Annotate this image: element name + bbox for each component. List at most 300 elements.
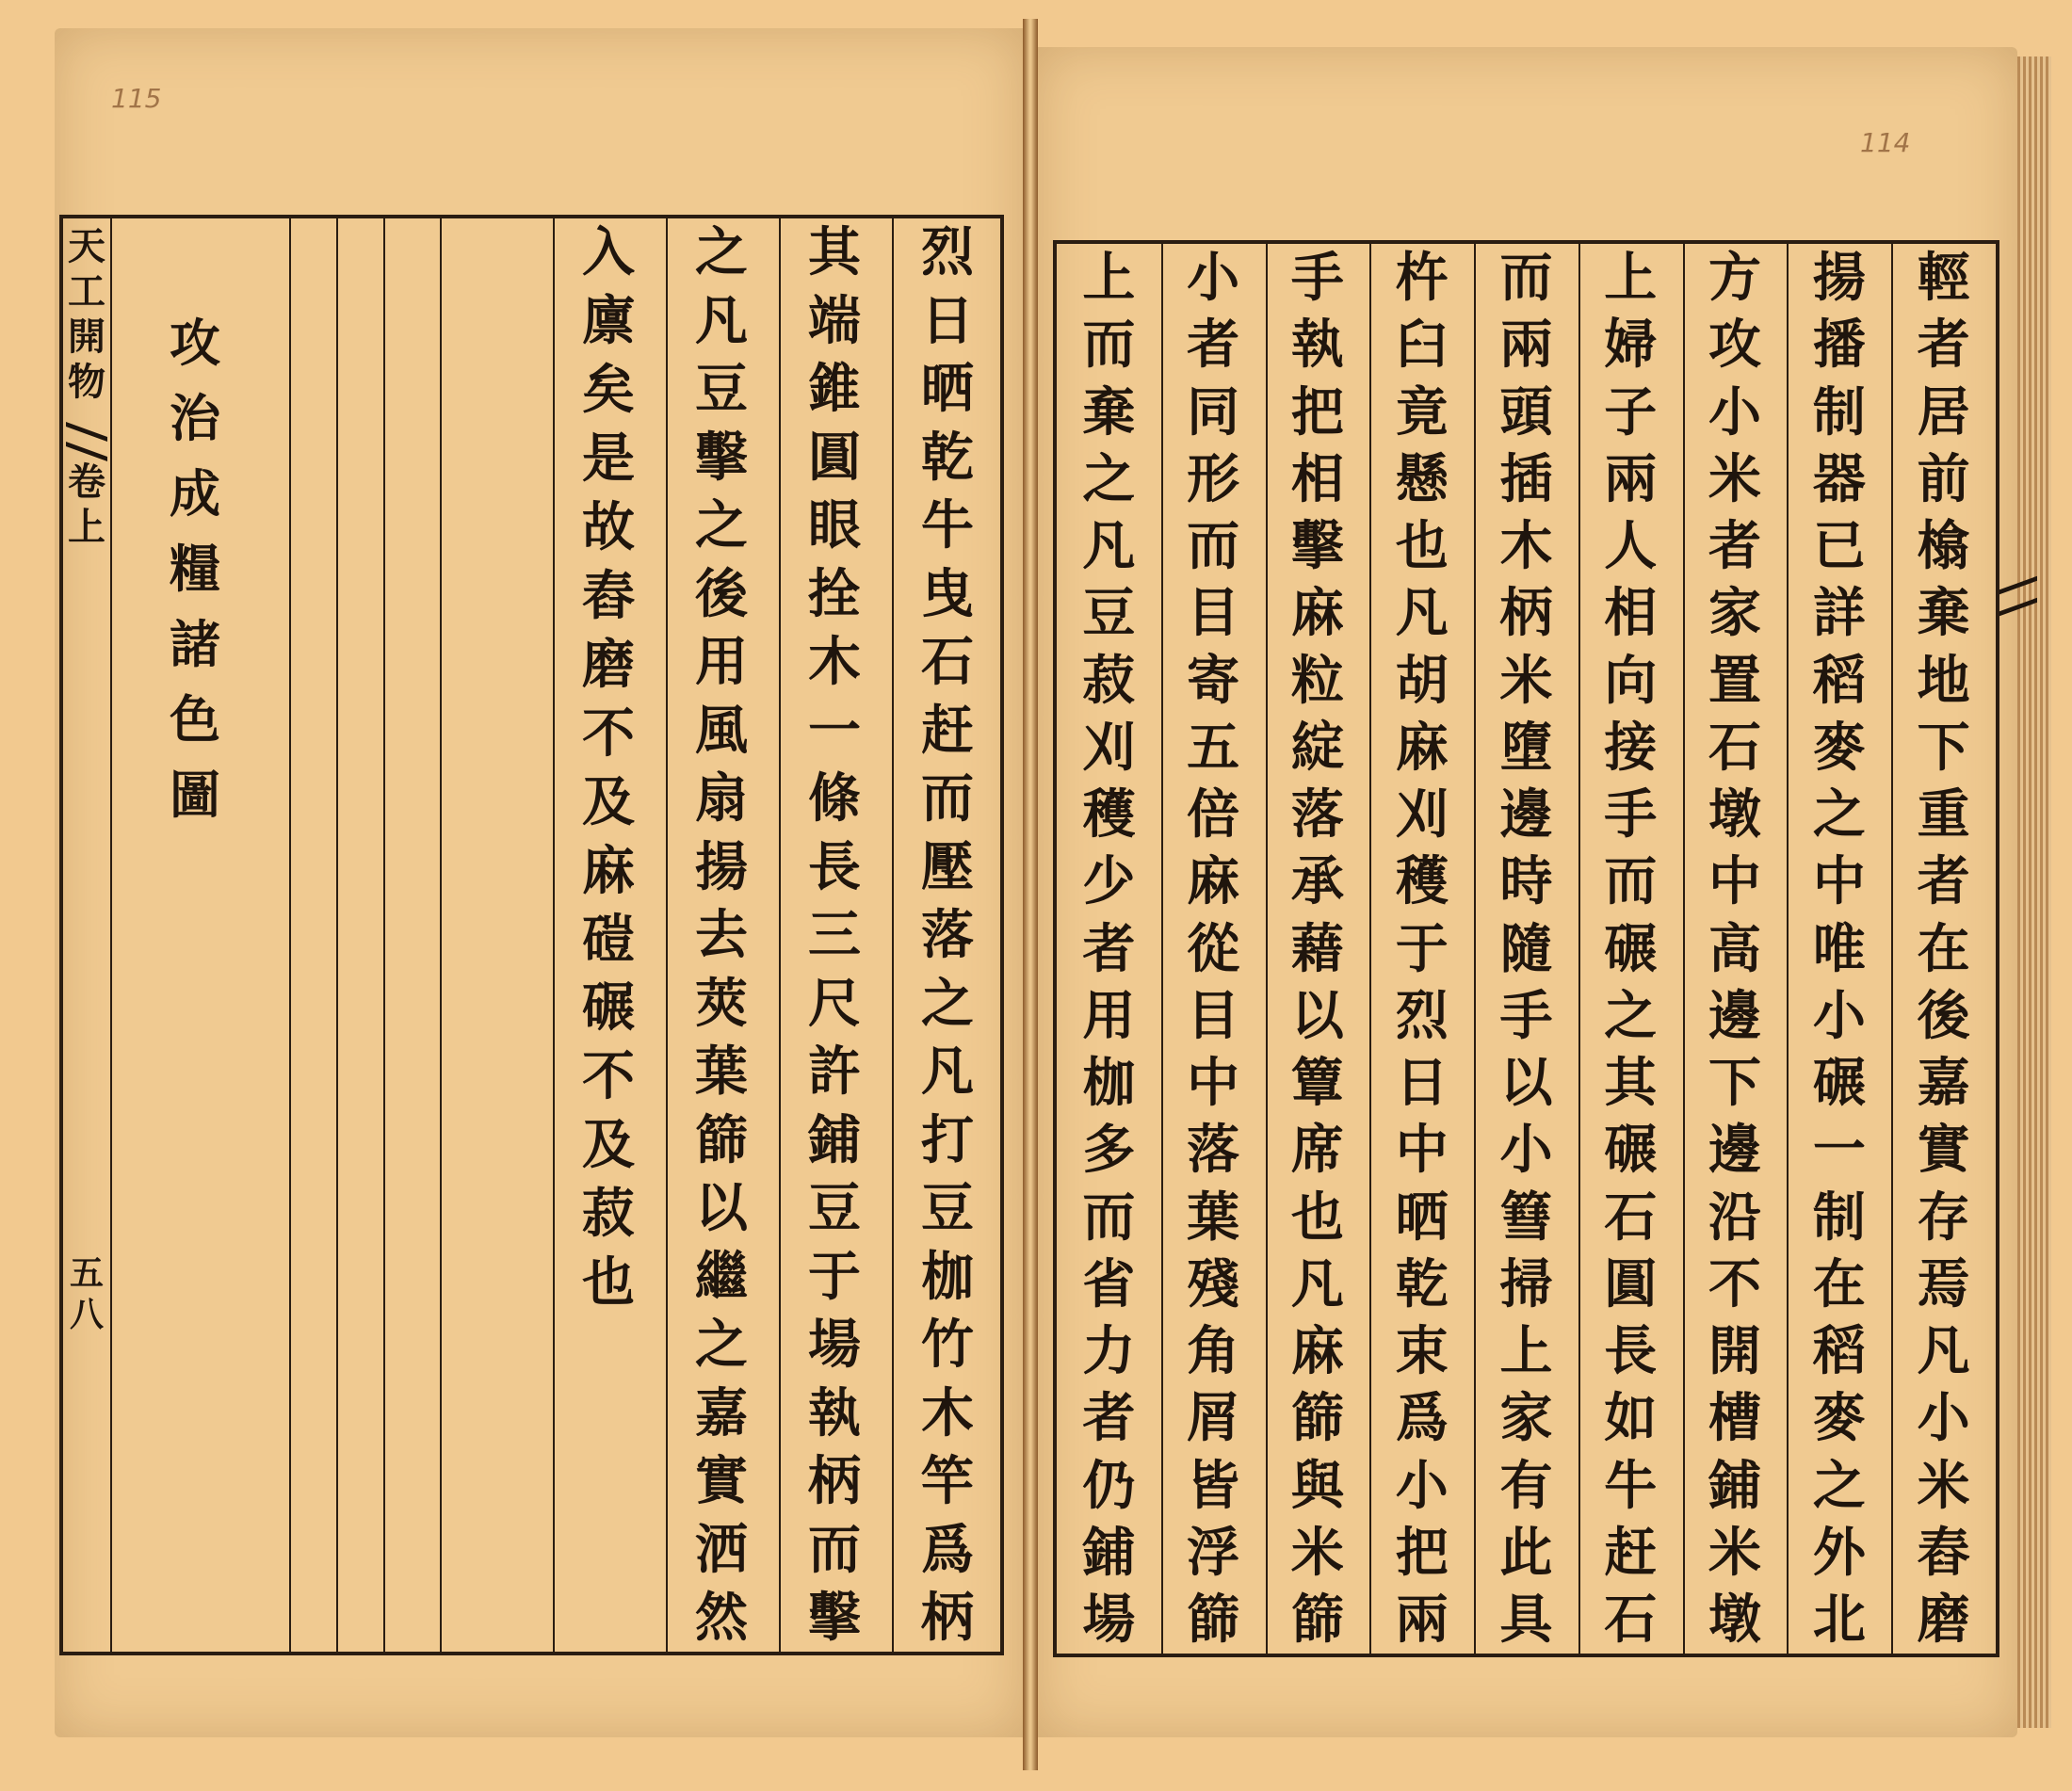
glyph: 以	[1499, 1052, 1553, 1114]
glyph: 日	[921, 289, 974, 352]
glyph: 邊	[1708, 1119, 1762, 1182]
glyph: 承	[1290, 850, 1344, 913]
glyph: 高	[1708, 917, 1762, 980]
glyph: 浮	[1187, 1521, 1240, 1584]
glyph: 而	[1082, 1186, 1136, 1249]
glyph: 凡	[1082, 515, 1136, 577]
glyph: 家	[1499, 1387, 1553, 1450]
glyph: 之	[695, 1314, 748, 1376]
glyph: 牛	[1604, 1454, 1658, 1517]
glyph: 㯓	[1917, 515, 1970, 577]
glyph: 外	[1812, 1521, 1866, 1584]
glyph: 用	[1082, 984, 1136, 1047]
glyph: 目	[1187, 984, 1240, 1047]
glyph: 矣	[582, 358, 635, 421]
book-gutter	[1023, 19, 1038, 1770]
glyph: 舂	[1917, 1521, 1970, 1584]
glyph: 其	[1604, 1052, 1658, 1114]
glyph: 鋪	[808, 1108, 861, 1171]
glyph: 落	[921, 904, 974, 966]
glyph: 及	[582, 770, 635, 833]
glyph: 卷	[68, 460, 105, 504]
glyph: 前	[1917, 447, 1970, 510]
book-title	[68, 224, 105, 409]
glyph: 而	[1499, 247, 1553, 309]
glyph: 天	[68, 224, 105, 268]
glyph: 方	[1708, 247, 1762, 309]
glyph: 磨	[582, 633, 635, 696]
glyph: 麥	[1812, 716, 1866, 779]
glyph: 小	[1499, 1119, 1553, 1182]
glyph: 扇	[695, 767, 748, 830]
glyph: 五	[1187, 716, 1240, 779]
glyph: 胡	[1395, 649, 1449, 712]
glyph: 鋪	[1082, 1521, 1136, 1584]
glyph: 小	[1187, 247, 1240, 309]
glyph: 烈	[1395, 984, 1449, 1047]
glyph: 五	[69, 1253, 104, 1293]
glyph: 然	[695, 1587, 748, 1649]
right-text-column-2	[1787, 247, 1891, 1651]
glyph: 寄	[1187, 649, 1240, 712]
glyph: 向	[1604, 649, 1658, 712]
glyph: 麻	[582, 839, 635, 902]
glyph: 尺	[808, 972, 861, 1035]
glyph: 成	[170, 463, 220, 524]
glyph: 之	[1604, 984, 1658, 1047]
glyph: 婦	[1604, 314, 1658, 377]
glyph: 北	[1812, 1589, 1866, 1651]
glyph: 之	[1082, 447, 1136, 510]
glyph: 者	[1082, 1387, 1136, 1450]
glyph: 者	[1082, 917, 1136, 980]
glyph: 工	[68, 269, 105, 314]
glyph: 手	[1290, 247, 1344, 309]
glyph: 邊	[1708, 984, 1762, 1047]
right-folio-number: 114	[1860, 127, 1911, 158]
glyph: 凡	[1917, 1320, 1970, 1382]
glyph: 木	[921, 1381, 974, 1444]
glyph: 後	[695, 562, 748, 625]
glyph: 鋪	[1708, 1454, 1762, 1517]
glyph: 色	[170, 689, 220, 750]
glyph: 唯	[1812, 917, 1866, 980]
glyph: 下	[1708, 1052, 1762, 1114]
glyph: 綻	[1290, 716, 1344, 779]
left-folio-number: 115	[111, 83, 162, 114]
glyph: 于	[1395, 917, 1449, 980]
right-text-column-1	[1891, 247, 1996, 1651]
glyph: 故	[582, 495, 635, 558]
glyph: 場	[1082, 1589, 1136, 1651]
glyph: 豆	[808, 1177, 861, 1239]
right-text-column-4	[1578, 247, 1683, 1651]
glyph: 其	[808, 221, 861, 283]
glyph: 殘	[1187, 1252, 1240, 1315]
column-rule	[289, 218, 291, 1652]
glyph: 磨	[1917, 1589, 1970, 1651]
glyph: 實	[695, 1450, 748, 1512]
glyph: 繼	[695, 1245, 748, 1308]
glyph: 詳	[1812, 582, 1866, 645]
glyph: 三	[808, 904, 861, 966]
glyph: 眼	[808, 494, 861, 557]
glyph: 省	[1082, 1252, 1136, 1315]
page-number	[69, 1253, 104, 1339]
column-rule	[336, 218, 338, 1652]
glyph: 槽	[1708, 1387, 1762, 1450]
glyph: 插	[1499, 447, 1553, 510]
glyph: 器	[1812, 447, 1866, 510]
glyph: 上	[1499, 1320, 1553, 1382]
glyph: 赶	[921, 699, 974, 762]
right-text-column-7	[1266, 247, 1370, 1651]
glyph: 打	[921, 1108, 974, 1171]
glyph: 米	[1708, 1521, 1762, 1584]
glyph: 具	[1499, 1589, 1553, 1651]
glyph: 是	[582, 427, 635, 490]
glyph: 者	[1708, 515, 1762, 577]
glyph: 葉	[1187, 1186, 1240, 1249]
glyph: 用	[695, 631, 748, 693]
glyph: 中	[1708, 850, 1762, 913]
glyph: 穫	[1082, 783, 1136, 846]
glyph: 八	[69, 1295, 104, 1334]
glyph: 凡	[1395, 582, 1449, 645]
right-text-column-9	[1057, 247, 1161, 1651]
glyph: 不	[582, 1045, 635, 1108]
glyph: 許	[808, 1041, 861, 1103]
glyph: 葉	[695, 1041, 748, 1103]
glyph: 地	[1917, 649, 1970, 712]
glyph: 此	[1499, 1521, 1553, 1584]
left-text-column-1	[892, 221, 1003, 1649]
right-text-column-6	[1369, 247, 1474, 1651]
glyph: 牛	[921, 494, 974, 557]
glyph: 播	[1812, 314, 1866, 377]
glyph: 中	[1187, 1052, 1240, 1114]
glyph: 米	[1917, 1454, 1970, 1517]
glyph: 擊	[808, 1587, 861, 1649]
glyph: 家	[1708, 582, 1762, 645]
glyph: 錐	[808, 358, 861, 420]
glyph: 在	[1812, 1252, 1866, 1315]
glyph: 後	[1917, 984, 1970, 1047]
glyph: 豆	[921, 1177, 974, 1239]
glyph: 入	[582, 221, 635, 283]
glyph: 稻	[1812, 1320, 1866, 1382]
figure-caption	[138, 313, 251, 1071]
glyph: 在	[1917, 917, 1970, 980]
glyph: 而	[1187, 515, 1240, 577]
glyph: 曳	[921, 562, 974, 625]
glyph: 凡	[1290, 1252, 1344, 1315]
glyph: 凡	[921, 1041, 974, 1103]
glyph: 手	[1604, 783, 1658, 846]
glyph: 居	[1917, 380, 1970, 444]
glyph: 者	[1187, 314, 1240, 377]
glyph: 子	[1604, 380, 1658, 444]
glyph: 稻	[1812, 649, 1866, 712]
glyph: 兩	[1499, 314, 1553, 377]
glyph: 也	[1395, 515, 1449, 577]
glyph: 場	[808, 1314, 861, 1376]
glyph: 爲	[1395, 1387, 1449, 1450]
column-rule	[892, 218, 894, 1652]
glyph: 木	[808, 631, 861, 693]
glyph: 擊	[1290, 515, 1344, 577]
glyph: 棄	[1082, 380, 1136, 444]
glyph: 把	[1290, 380, 1344, 444]
glyph: 掃	[1499, 1252, 1553, 1315]
glyph: 于	[808, 1245, 861, 1308]
glyph: 治	[170, 388, 220, 448]
glyph: 去	[695, 904, 748, 966]
glyph: 執	[1290, 314, 1344, 377]
glyph: 乾	[1395, 1252, 1449, 1315]
glyph: 圓	[1604, 1252, 1658, 1315]
glyph: 墮	[1499, 716, 1553, 779]
glyph: 枷	[1082, 1052, 1136, 1114]
glyph: 而	[1082, 314, 1136, 377]
glyph: 中	[1395, 1119, 1449, 1182]
glyph: 晒	[921, 358, 974, 420]
glyph: 制	[1812, 380, 1866, 444]
left-text-column-4	[553, 221, 664, 1315]
glyph: 米	[1708, 447, 1762, 510]
glyph: 擊	[695, 426, 748, 489]
glyph: 石	[921, 631, 974, 693]
glyph: 穫	[1395, 850, 1449, 913]
glyph: 篲	[1499, 1186, 1553, 1249]
glyph: 壓	[921, 835, 974, 898]
glyph: 枷	[921, 1245, 974, 1308]
glyph: 及	[582, 1114, 635, 1177]
glyph: 而	[1604, 850, 1658, 913]
glyph: 制	[1812, 1186, 1866, 1249]
glyph: 置	[1708, 649, 1762, 712]
glyph: 莢	[695, 972, 748, 1035]
glyph: 與	[1290, 1454, 1344, 1517]
glyph: 存	[1917, 1186, 1970, 1249]
glyph: 石	[1604, 1589, 1658, 1651]
glyph: 豆	[695, 358, 748, 420]
glyph: 廪	[582, 289, 635, 352]
glyph: 力	[1082, 1320, 1136, 1382]
glyph: 仍	[1082, 1454, 1136, 1517]
glyph: 相	[1604, 582, 1658, 645]
glyph: 長	[1604, 1320, 1658, 1382]
glyph: 杵	[1395, 247, 1449, 309]
glyph: 執	[808, 1381, 861, 1444]
glyph: 糧	[170, 539, 220, 599]
glyph: 不	[582, 702, 635, 765]
glyph: 重	[1917, 783, 1970, 846]
glyph: 一	[808, 699, 861, 762]
glyph: 嘉	[695, 1381, 748, 1444]
glyph: 碾	[582, 976, 635, 1040]
glyph: 之	[1812, 1454, 1866, 1517]
glyph: 下	[1917, 716, 1970, 779]
glyph: 麥	[1812, 1387, 1866, 1450]
glyph: 粒	[1290, 649, 1344, 712]
glyph: 隨	[1499, 917, 1553, 980]
glyph: 把	[1395, 1521, 1449, 1584]
glyph: 米	[1290, 1521, 1344, 1584]
glyph: 篩	[695, 1108, 748, 1171]
glyph: 輕	[1917, 247, 1970, 309]
glyph: 簟	[1290, 1052, 1344, 1114]
glyph: 而	[921, 767, 974, 830]
glyph: 邊	[1499, 783, 1553, 846]
glyph: 以	[1290, 984, 1344, 1047]
glyph: 人	[1604, 515, 1658, 577]
glyph: 小	[1917, 1387, 1970, 1450]
glyph: 石	[1708, 716, 1762, 779]
glyph: 者	[1917, 314, 1970, 377]
glyph: 臼	[1395, 314, 1449, 377]
glyph: 攻	[1708, 314, 1762, 377]
glyph: 屑	[1187, 1387, 1240, 1450]
glyph: 舂	[582, 564, 635, 627]
glyph: 碾	[1812, 1052, 1866, 1114]
column-rule	[440, 218, 442, 1652]
glyph: 者	[1917, 850, 1970, 913]
glyph: 接	[1604, 716, 1658, 779]
glyph: 不	[1708, 1252, 1762, 1315]
right-text-column-3	[1683, 247, 1788, 1651]
column-rule	[553, 218, 555, 1652]
glyph: 落	[1290, 783, 1344, 846]
glyph: 墩	[1708, 1589, 1762, 1651]
left-text-column-2	[779, 221, 890, 1649]
glyph: 麻	[1395, 716, 1449, 779]
glyph: 爲	[921, 1518, 974, 1581]
glyph: 赶	[1604, 1521, 1658, 1584]
glyph: 風	[695, 699, 748, 762]
glyph: 焉	[1917, 1252, 1970, 1315]
glyph: 手	[1499, 984, 1553, 1047]
fish-tail-mark	[66, 422, 107, 461]
glyph: 懸	[1395, 447, 1449, 510]
glyph: 豆	[1082, 582, 1136, 645]
glyph: 米	[1499, 649, 1553, 712]
glyph: 篩	[1290, 1387, 1344, 1450]
glyph: 條	[808, 767, 861, 830]
glyph: 刈	[1082, 716, 1136, 779]
glyph: 凡	[695, 289, 748, 352]
glyph: 從	[1187, 917, 1240, 980]
right-text-frame	[1053, 240, 1999, 1657]
right-text-column-8	[1161, 247, 1266, 1651]
glyph: 之	[695, 221, 748, 283]
glyph: 以	[695, 1177, 748, 1239]
glyph: 碾	[1604, 917, 1658, 980]
left-text-column-3	[666, 221, 777, 1649]
right-text-column-5	[1474, 247, 1578, 1651]
glyph: 竟	[1395, 380, 1449, 444]
glyph: 藉	[1290, 917, 1344, 980]
glyph: 同	[1187, 380, 1240, 444]
glyph: 攻	[170, 313, 220, 373]
glyph: 小	[1708, 380, 1762, 444]
glyph: 墩	[1708, 783, 1762, 846]
glyph: 上	[68, 505, 105, 549]
glyph: 烈	[921, 221, 974, 283]
glyph: 倍	[1187, 783, 1240, 846]
glyph: 麻	[1290, 1320, 1344, 1382]
glyph: 皆	[1187, 1454, 1240, 1517]
glyph: 一	[1812, 1119, 1866, 1182]
glyph: 之	[695, 494, 748, 557]
glyph: 麻	[1187, 850, 1240, 913]
glyph: 麻	[1290, 582, 1344, 645]
glyph: 竿	[921, 1450, 974, 1512]
glyph: 之	[1812, 783, 1866, 846]
column-rule	[383, 218, 385, 1652]
glyph: 竹	[921, 1314, 974, 1376]
glyph: 嘉	[1917, 1052, 1970, 1114]
glyph: 而	[808, 1518, 861, 1581]
column-rule	[110, 218, 112, 1652]
glyph: 揚	[695, 835, 748, 898]
glyph: 長	[808, 835, 861, 898]
glyph: 角	[1187, 1320, 1240, 1382]
glyph: 開	[1708, 1320, 1762, 1382]
glyph: 柄	[921, 1587, 974, 1649]
glyph: 少	[1082, 850, 1136, 913]
glyph: 菽	[1082, 649, 1136, 712]
glyph: 兩	[1395, 1589, 1449, 1651]
glyph: 柄	[1499, 582, 1553, 645]
glyph: 目	[1187, 582, 1240, 645]
glyph: 小	[1395, 1454, 1449, 1517]
glyph: 也	[1290, 1186, 1344, 1249]
glyph: 形	[1187, 447, 1240, 510]
glyph: 沿	[1708, 1186, 1762, 1249]
glyph: 菽	[582, 1183, 635, 1246]
glyph: 兩	[1604, 447, 1658, 510]
glyph: 柄	[808, 1450, 861, 1512]
glyph: 諸	[170, 614, 220, 674]
glyph: 上	[1082, 247, 1136, 309]
glyph: 圓	[808, 426, 861, 489]
glyph: 已	[1812, 515, 1866, 577]
glyph: 中	[1812, 850, 1866, 913]
glyph: 篩	[1187, 1589, 1240, 1651]
volume-label	[68, 460, 105, 554]
glyph: 上	[1604, 247, 1658, 309]
glyph: 之	[921, 972, 974, 1035]
glyph: 晒	[1395, 1186, 1449, 1249]
glyph: 實	[1917, 1119, 1970, 1182]
glyph: 洒	[695, 1518, 748, 1581]
glyph: 碾	[1604, 1119, 1658, 1182]
glyph: 揚	[1812, 247, 1866, 309]
margin-column	[63, 224, 110, 1640]
page-edges	[2017, 56, 2051, 1728]
glyph: 石	[1604, 1186, 1658, 1249]
left-text-frame	[59, 215, 1004, 1655]
glyph: 日	[1395, 1052, 1449, 1114]
glyph: 棄	[1917, 582, 1970, 645]
glyph: 如	[1604, 1387, 1658, 1450]
glyph: 拴	[808, 562, 861, 625]
glyph: 篩	[1290, 1589, 1344, 1651]
glyph: 也	[582, 1251, 635, 1315]
glyph: 圖	[170, 765, 220, 825]
column-rule	[779, 218, 781, 1652]
